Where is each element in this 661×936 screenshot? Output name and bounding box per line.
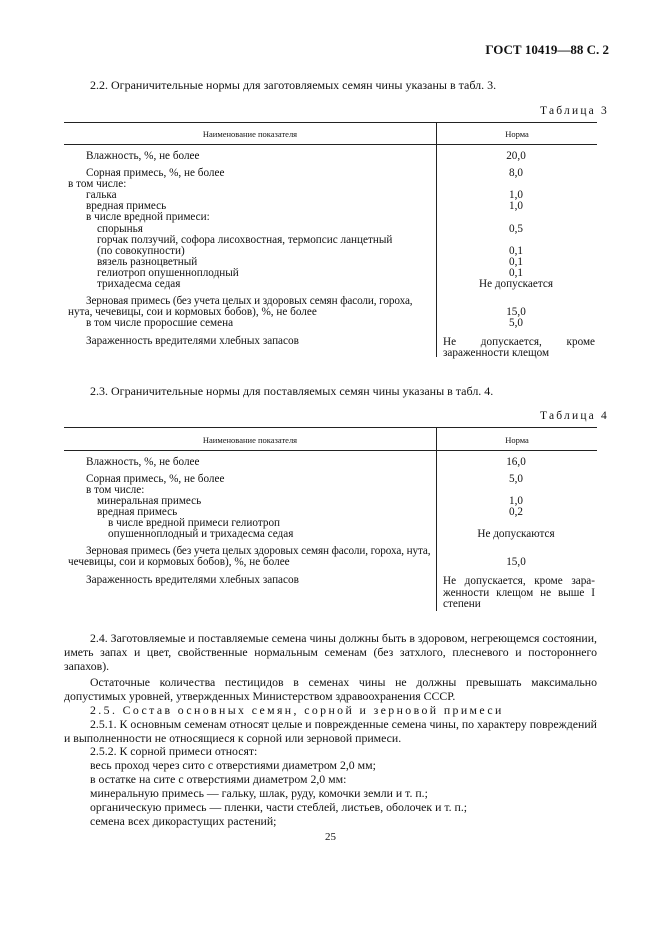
table-row-label: (по совокупности) bbox=[97, 245, 185, 257]
table-row-label: Влажность, %, не более bbox=[86, 456, 200, 468]
list-item: минеральную примесь — гальку, шлак, руду, комочки земли и т. п.; bbox=[90, 786, 428, 800]
table-row-value: 0,1 bbox=[509, 256, 523, 268]
table-row-label: гелиотроп опушенноплодный bbox=[97, 267, 239, 279]
paragraph-2-4: 2.4. Заготовляемые и поставляемые семена чины должны быть в здоровом, негреющемся состоянии, иметь запах и цвет, свойственные нормальным семенам (без затхлого, плесневого и постороннего запахов). bbox=[64, 631, 597, 673]
table-row-value: 1,0 bbox=[509, 189, 523, 201]
table-row-label: в том числе: bbox=[86, 484, 145, 496]
page-number: 25 bbox=[325, 831, 336, 843]
table-row-label: горчак ползучий, софора лисохвостная, термопсис ланцетный bbox=[97, 234, 393, 246]
table4-infestation-line1: Не допускается, кроме зара- bbox=[443, 575, 595, 587]
table-row-value: 0,1 bbox=[509, 245, 523, 257]
table-row-label: галька bbox=[86, 189, 117, 201]
table3-caption: Таблица 3 bbox=[540, 105, 609, 117]
table-row-label: нута, чечевицы, сои и кормовых бобов), %, не более bbox=[68, 306, 317, 318]
table-row-value: 15,0 bbox=[506, 306, 526, 318]
table4-top-rule bbox=[64, 427, 597, 428]
table-row-value: Не допускается bbox=[478, 278, 553, 290]
table4-col-name: Наименование показателя bbox=[202, 435, 298, 445]
table4-column-divider bbox=[436, 427, 437, 611]
table-row-label: вредная примесь bbox=[97, 506, 178, 518]
table-row-value: 5,0 bbox=[509, 473, 523, 485]
table3-col-norm: Норма bbox=[505, 129, 529, 139]
list-item: семена всех дикорастущих растений; bbox=[90, 814, 277, 828]
list-item: весь проход через сито с отверстиями диаметром 2,0 мм; bbox=[90, 758, 376, 772]
table-row-label: в том числе: bbox=[68, 178, 127, 190]
table-row-value: Не допускаются bbox=[477, 528, 555, 540]
table4-caption: Таблица 4 bbox=[540, 410, 609, 422]
table-row-label: Сорная примесь, %, не более bbox=[86, 473, 225, 485]
table-row-value: 1,0 bbox=[509, 495, 523, 507]
table-row-value: 16,0 bbox=[506, 456, 526, 468]
table-row-label: трихадесма седая bbox=[97, 278, 181, 290]
table-row-label: в числе вредной примеси гелиотроп bbox=[108, 517, 281, 529]
table-row-value: 20,0 bbox=[506, 150, 526, 162]
paragraph-pesticides: Остаточные количества пестицидов в семенах чины не должны превышать максимально допустимых уровней, утвержденных Министерством здравоохранения СССР. bbox=[64, 675, 597, 703]
table-row-value: 15,0 bbox=[506, 556, 526, 568]
paragraph-2-5: 2.5. Состав основных семян, сорной и зерновой примеси bbox=[90, 703, 504, 717]
table-row-value: 0,5 bbox=[509, 223, 523, 235]
table-row-label: Зараженность вредителями хлебных запасов bbox=[86, 335, 299, 347]
table-row-label: вредная примесь bbox=[86, 200, 167, 212]
table3-infestation-line1: Не допускается, кроме bbox=[443, 336, 595, 348]
table-row-label: Зараженность вредителями хлебных запасов bbox=[86, 574, 299, 586]
table-row-value: 8,0 bbox=[509, 167, 523, 179]
table-row-label: минеральная примесь bbox=[97, 495, 202, 507]
paragraph-2-5-1: 2.5.1. К основным семенам относят целые и поврежденные семена чины, по характеру повреждений и выполненности не относящиеся к сорной или зерновой примеси. bbox=[64, 717, 597, 745]
table3-header-rule bbox=[64, 144, 597, 145]
table-row-value: 0,2 bbox=[509, 506, 523, 518]
table-row-label: в том числе проросшие семена bbox=[86, 317, 234, 329]
table3-infestation-line2: зараженности клещом bbox=[443, 347, 550, 359]
section-2-3: 2.3. Ограничительные нормы для поставляемых семян чины указаны в табл. 4. bbox=[90, 384, 494, 398]
table-row-label: Зерновая примесь (без учета целых здоровых семян фасоли, гороха, нута, bbox=[86, 545, 431, 557]
table-row-label: Влажность, %, не более bbox=[86, 150, 200, 162]
table3-top-rule bbox=[64, 122, 597, 123]
table-row-label: вязель разноцветный bbox=[97, 256, 198, 268]
table-row-label: чечевицы, сои и кормовых бобов), %, не более bbox=[68, 556, 290, 568]
table-row-value: 5,0 bbox=[509, 317, 523, 329]
table-row-value: 0,1 bbox=[509, 267, 523, 279]
paragraph-2-5-2: 2.5.2. К сорной примеси относят: bbox=[90, 744, 258, 758]
table-row-label: в числе вредной примеси: bbox=[86, 211, 210, 223]
table-row-label: Зерновая примесь (без учета целых и здоровых семян фасоли, гороха, bbox=[86, 295, 413, 307]
table-row-value: 1,0 bbox=[509, 200, 523, 212]
table4-header-rule bbox=[64, 450, 597, 451]
table-row-label: спорынья bbox=[97, 223, 143, 235]
table4-col-norm: Норма bbox=[505, 435, 529, 445]
page-header: ГОСТ 10419—88 С. 2 bbox=[485, 42, 609, 57]
table-row-label: опушенноплодный и трихадесма седая bbox=[108, 528, 294, 540]
table-row-label: Сорная примесь, %, не более bbox=[86, 167, 225, 179]
table4-infestation-line3: степени bbox=[443, 598, 481, 610]
section-2-2: 2.2. Ограничительные нормы для заготовляемых семян чины указаны в табл. 3. bbox=[90, 78, 497, 92]
table4-infestation-line2: женности клещом не выше I bbox=[443, 587, 595, 599]
list-item: органическую примесь — пленки, части стеблей, листьев, оболочек и т. п.; bbox=[90, 800, 468, 814]
list-item: в остатке на сите с отверстиями диаметром 2,0 мм: bbox=[90, 772, 347, 786]
table3-col-name: Наименование показателя bbox=[202, 129, 298, 139]
